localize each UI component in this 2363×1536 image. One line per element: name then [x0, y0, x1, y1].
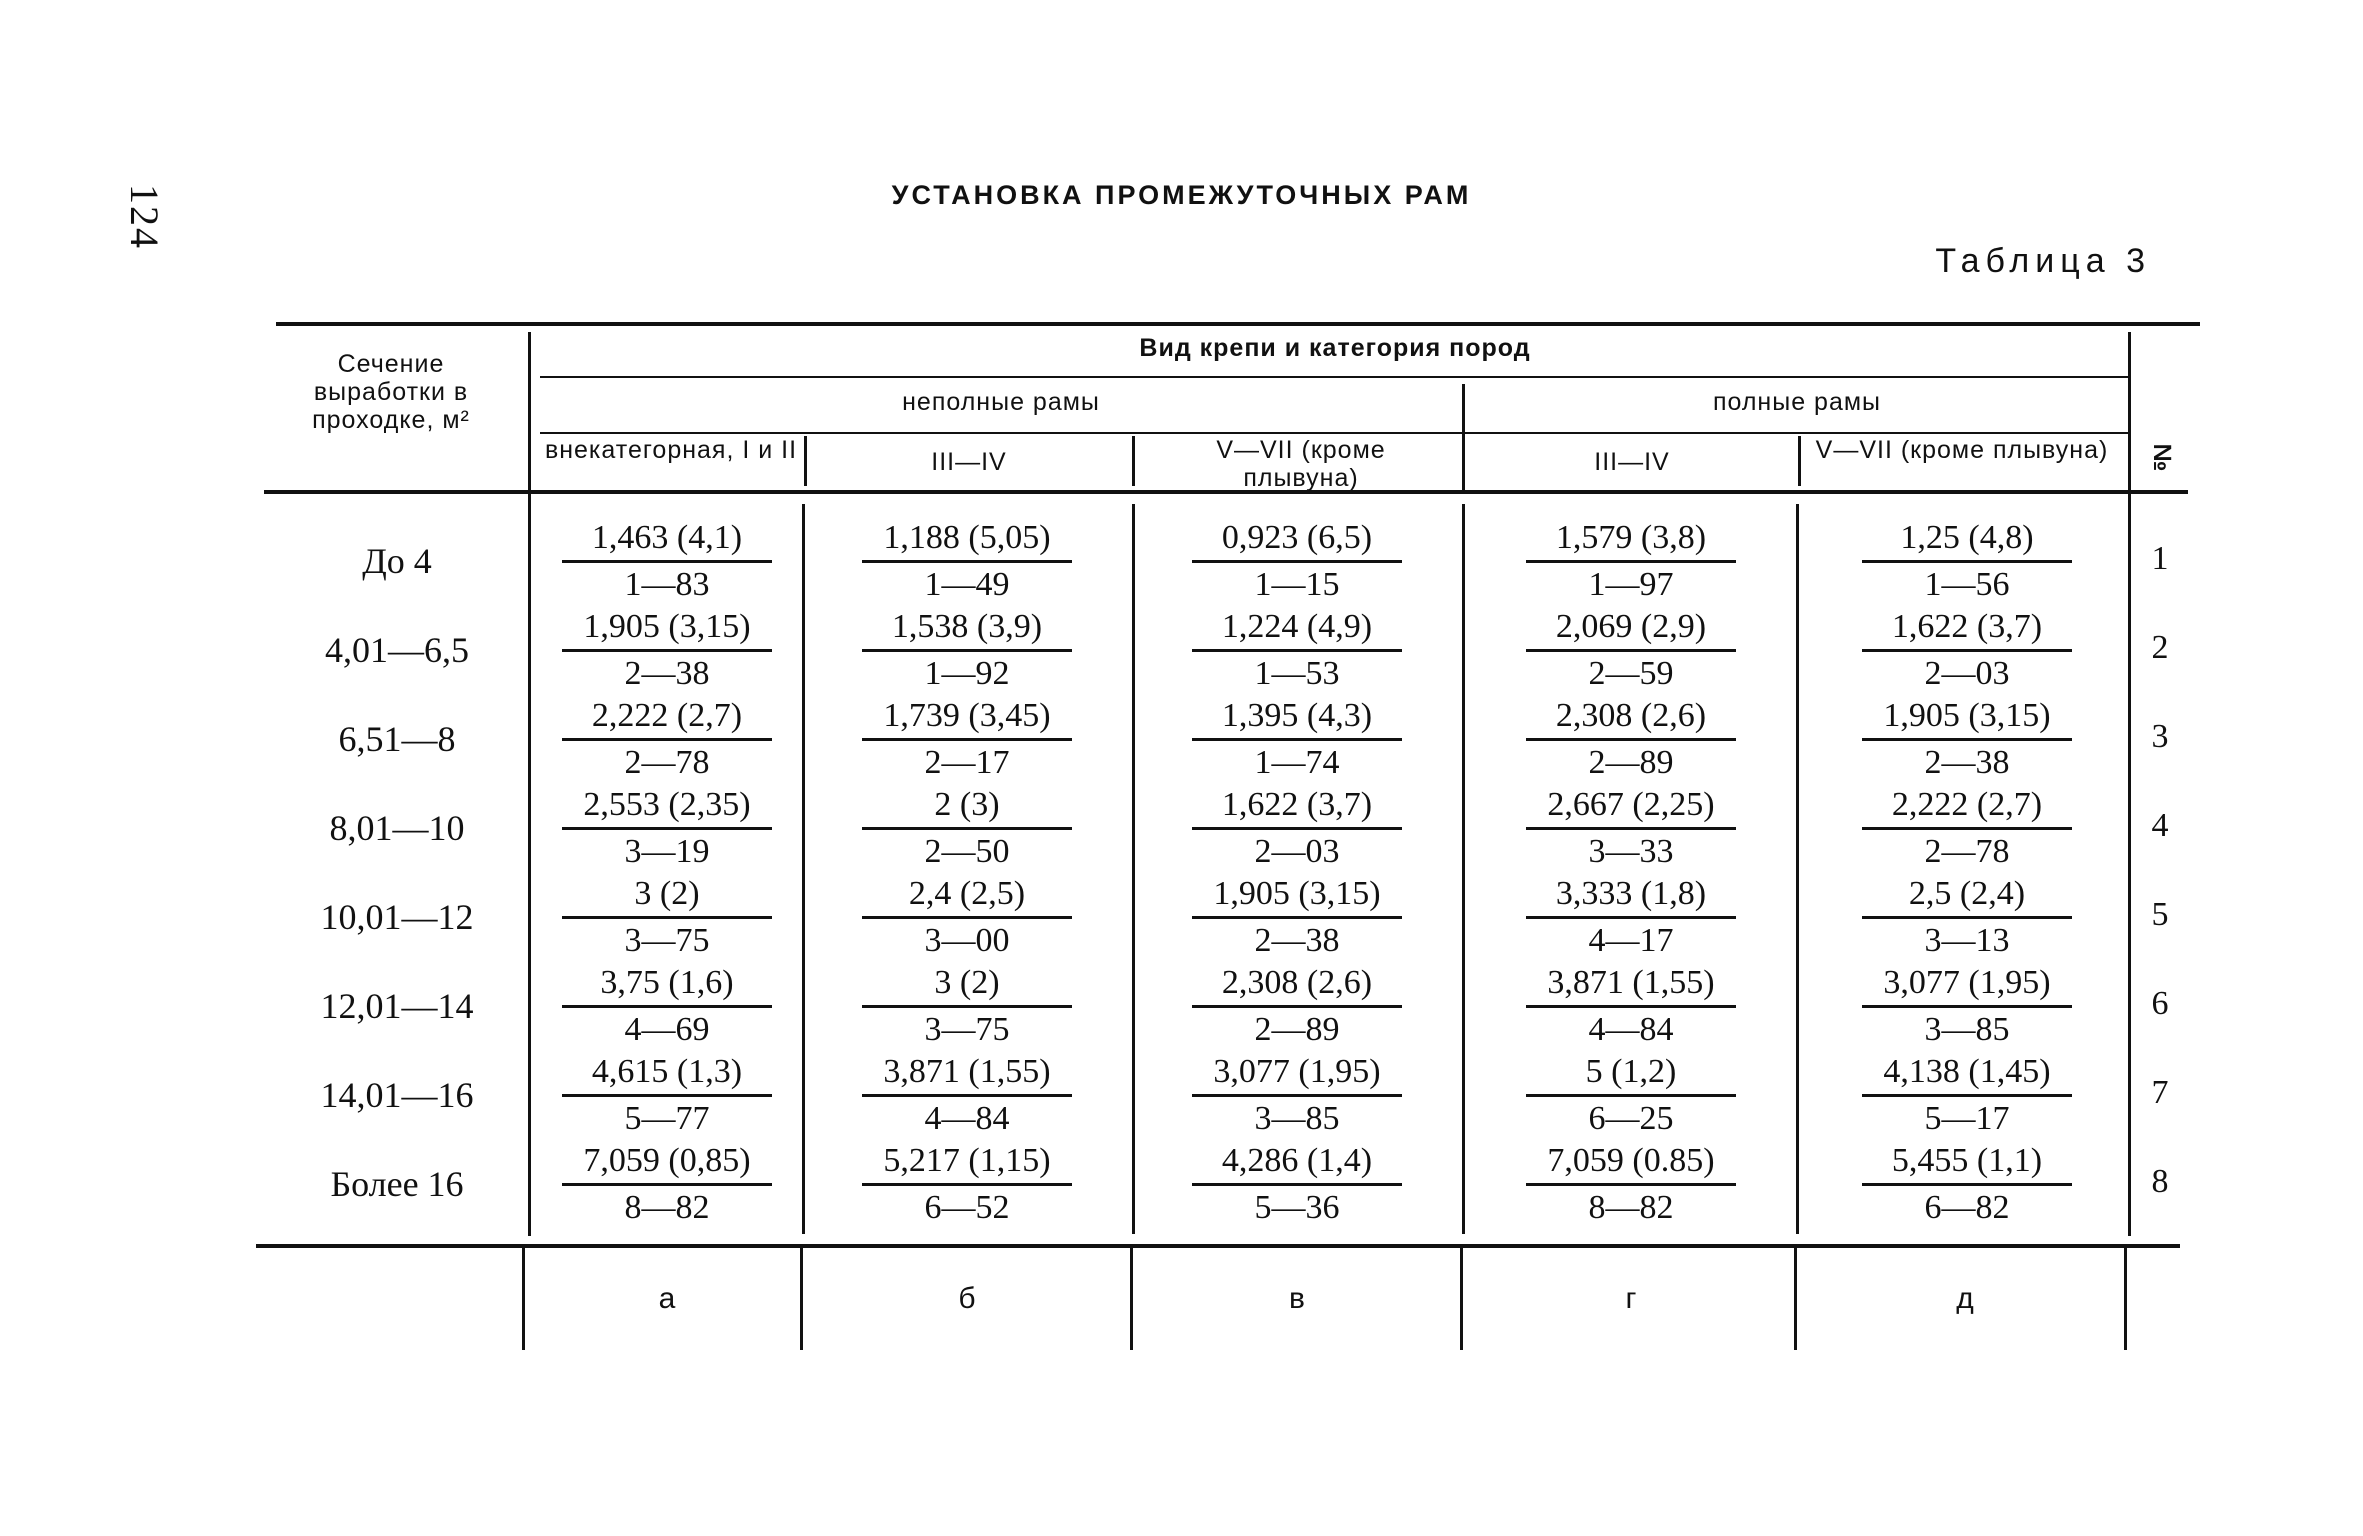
cell-numerator: 2,4 (2,5) — [908, 875, 1026, 912]
cell-numerator: 3,871 (1,55) — [883, 1053, 1051, 1090]
cell-denominator: 5—17 — [1924, 1100, 2010, 1137]
page-number: 124 — [122, 184, 167, 250]
cell-denominator: 1—15 — [1254, 566, 1340, 603]
cell-numerator: 5,455 (1,1) — [1891, 1142, 2043, 1179]
cell-denominator: 2—89 — [1588, 744, 1674, 781]
fraction-cell — [552, 872, 782, 963]
cell-numerator: 1,395 (4,3) — [1221, 697, 1373, 734]
fraction-cell — [852, 783, 1082, 874]
cell-denominator: 1—83 — [624, 566, 710, 603]
cell-denominator: 1—74 — [1254, 744, 1340, 781]
cell-numerator: 2,222 (2,7) — [591, 697, 743, 734]
cell-denominator: 1—92 — [924, 655, 1010, 692]
page-title: УСТАНОВКА ПРОМЕЖУТОЧНЫХ РАМ — [891, 180, 1472, 210]
fraction-cell — [552, 783, 782, 874]
row-section-label: 8,01—10 — [329, 808, 465, 848]
header-full-frames: полные рамы — [1712, 388, 1882, 416]
header-col-e: V—VII (кроме плывуна) — [1815, 436, 2109, 464]
fraction-cell — [1516, 516, 1746, 607]
col-divider-num-body — [2128, 504, 2131, 1234]
cell-denominator: 2—59 — [1588, 655, 1674, 692]
cell-denominator: 2—38 — [624, 655, 710, 692]
row-section-label: 10,01—12 — [320, 897, 474, 937]
cell-denominator: 5—77 — [624, 1100, 710, 1137]
cell-numerator: 5 (1,2) — [1585, 1053, 1677, 1090]
row-number: 4 — [2151, 807, 2169, 844]
cell-denominator: 2—17 — [924, 744, 1010, 781]
cell-denominator: 6—52 — [924, 1189, 1010, 1226]
cell-denominator: 1—97 — [1588, 566, 1674, 603]
cell-numerator: 2,308 (2,6) — [1555, 697, 1707, 734]
fraction-cell — [1182, 1139, 1412, 1230]
fraction-cell — [1516, 1050, 1746, 1141]
cell-denominator: 2—78 — [624, 744, 710, 781]
fraction-cell — [852, 961, 1082, 1052]
column-letter-a: а — [658, 1282, 676, 1315]
col-divider-bc — [1132, 504, 1135, 1234]
footer-divider — [2124, 1248, 2127, 1350]
cell-denominator: 2—78 — [1924, 833, 2010, 870]
column-letter-c: в — [1289, 1282, 1305, 1315]
row-section-label: До 4 — [362, 541, 432, 581]
col-divider-bc-head — [1132, 436, 1135, 486]
cell-numerator: 1,622 (3,7) — [1221, 786, 1373, 823]
header-col-d: III—IV — [1594, 448, 1670, 476]
footer-divider — [1130, 1248, 1133, 1350]
cell-numerator: 4,286 (1,4) — [1221, 1142, 1373, 1179]
row-number: 1 — [2151, 540, 2169, 577]
fraction-cell — [1182, 872, 1412, 963]
footer-divider — [1794, 1248, 1797, 1350]
cell-numerator: 2,667 (2,25) — [1547, 786, 1715, 823]
cell-numerator: 2,222 (2,7) — [1891, 786, 2043, 823]
row-number: 6 — [2151, 985, 2169, 1022]
row-section-label: Более 16 — [330, 1164, 464, 1204]
table-label: Таблица 3 — [1935, 242, 2151, 280]
column-letter-d: г — [1625, 1282, 1637, 1315]
header-section: Сечение выработки в проходке, м² — [312, 350, 470, 434]
fraction-cell — [1516, 961, 1746, 1052]
fraction-cell — [852, 1050, 1082, 1141]
fraction-cell — [1516, 1139, 1746, 1230]
cell-denominator: 3—75 — [624, 922, 710, 959]
cell-denominator: 2—03 — [1254, 833, 1340, 870]
row-section-label: 4,01—6,5 — [325, 630, 469, 670]
cell-denominator: 3—85 — [1924, 1011, 2010, 1048]
cell-numerator: 1,538 (3,9) — [891, 608, 1043, 645]
header-col-c: V—VII (кроме плывуна) — [1216, 436, 1386, 492]
fraction-cell — [1516, 783, 1746, 874]
fraction-cell — [1516, 605, 1746, 696]
fraction-cell — [552, 605, 782, 696]
row-section-label: 6,51—8 — [338, 719, 456, 759]
cell-denominator: 2—38 — [1924, 744, 2010, 781]
cell-denominator: 6—82 — [1924, 1189, 2010, 1226]
cell-numerator: 3 (2) — [634, 875, 700, 912]
table-top-rule — [276, 322, 2200, 326]
col-divider-cd — [1462, 504, 1465, 1234]
col-divider-de-head — [1798, 436, 1801, 486]
fraction-cell — [552, 694, 782, 785]
fraction-cell — [1852, 961, 2082, 1052]
cell-numerator: 1,579 (3,8) — [1555, 519, 1707, 556]
cell-numerator: 1,188 (5,05) — [883, 519, 1051, 556]
column-letter-e: д — [1956, 1282, 1974, 1315]
col-divider-de — [1796, 504, 1799, 1234]
cell-denominator: 2—38 — [1254, 922, 1340, 959]
cell-numerator: 7,059 (0,85) — [583, 1142, 751, 1179]
subgroup-rule — [540, 432, 2130, 434]
fraction-cell — [1852, 1050, 2082, 1141]
fraction-cell — [852, 516, 1082, 607]
header-number: № — [2148, 443, 2176, 473]
fraction-cell — [1852, 516, 2082, 607]
fraction-cell — [1516, 872, 1746, 963]
header-col-a: внекатегорная, I и II — [544, 436, 798, 464]
cell-numerator: 2,069 (2,9) — [1555, 608, 1707, 645]
fraction-cell — [852, 605, 1082, 696]
footer-divider — [1460, 1248, 1463, 1350]
cell-denominator: 3—33 — [1588, 833, 1674, 870]
cell-numerator: 5,217 (1,15) — [883, 1142, 1051, 1179]
cell-denominator: 3—00 — [924, 922, 1010, 959]
cell-numerator: 3,077 (1,95) — [1213, 1053, 1381, 1090]
cell-numerator: 1,905 (3,15) — [1883, 697, 2051, 734]
cell-denominator: 1—53 — [1254, 655, 1340, 692]
cell-numerator: 4,615 (1,3) — [591, 1053, 743, 1090]
cell-denominator: 5—36 — [1254, 1189, 1340, 1226]
cell-numerator: 3 (2) — [934, 964, 1000, 1001]
fraction-cell — [1182, 694, 1412, 785]
cell-denominator: 8—82 — [1588, 1189, 1674, 1226]
col-divider-groups — [1462, 384, 1465, 490]
fraction-cell — [552, 516, 782, 607]
group-rule — [540, 376, 2130, 378]
cell-denominator: 4—69 — [624, 1011, 710, 1048]
footer-divider — [522, 1248, 525, 1350]
fraction-cell — [1182, 783, 1412, 874]
fraction-cell — [852, 1139, 1082, 1230]
row-section-label: 14,01—16 — [320, 1075, 474, 1115]
fraction-cell — [552, 1139, 782, 1230]
body-bottom-rule — [256, 1244, 2180, 1248]
row-number: 7 — [2151, 1074, 2169, 1111]
col-divider-ab — [802, 504, 805, 1234]
cell-numerator: 3,75 (1,6) — [600, 964, 734, 1001]
fraction-cell — [1182, 1050, 1412, 1141]
fraction-cell — [1852, 605, 2082, 696]
cell-denominator: 3—85 — [1254, 1100, 1340, 1137]
cell-numerator: 2 (3) — [934, 786, 1000, 823]
cell-numerator: 1,622 (3,7) — [1891, 608, 2043, 645]
cell-numerator: 3,077 (1,95) — [1883, 964, 2051, 1001]
column-letter-b: б — [958, 1282, 976, 1315]
header-col-b: III—IV — [931, 448, 1007, 476]
cell-denominator: 2—50 — [924, 833, 1010, 870]
fraction-cell — [1852, 783, 2082, 874]
cell-denominator: 1—49 — [924, 566, 1010, 603]
fraction-cell — [852, 694, 1082, 785]
fraction-cell — [552, 961, 782, 1052]
row-number: 2 — [2151, 629, 2169, 666]
cell-denominator: 3—75 — [924, 1011, 1010, 1048]
fraction-cell — [1852, 872, 2082, 963]
cell-numerator: 3,871 (1,55) — [1547, 964, 1715, 1001]
cell-denominator: 3—13 — [1924, 922, 2010, 959]
cell-numerator: 1,739 (3,45) — [883, 697, 1051, 734]
fraction-cell — [552, 1050, 782, 1141]
cell-denominator: 6—25 — [1588, 1100, 1674, 1137]
fraction-cell — [1182, 605, 1412, 696]
cell-numerator: 7,059 (0.85) — [1547, 1142, 1715, 1179]
row-number: 3 — [2151, 718, 2169, 755]
cell-numerator: 0,923 (6,5) — [1221, 519, 1373, 556]
fraction-cell — [1182, 516, 1412, 607]
cell-numerator: 2,553 (2,35) — [583, 786, 751, 823]
cell-denominator: 3—19 — [624, 833, 710, 870]
cell-denominator: 2—03 — [1924, 655, 2010, 692]
fraction-cell — [1852, 1139, 2082, 1230]
cell-denominator: 4—17 — [1588, 922, 1674, 959]
header-group-title: Вид крепи и категория пород — [1139, 334, 1531, 362]
cell-numerator: 2,5 (2,4) — [1908, 875, 2026, 912]
footer-divider — [800, 1248, 803, 1350]
cell-numerator: 3,333 (1,8) — [1555, 875, 1707, 912]
cell-numerator: 1,224 (4,9) — [1221, 608, 1373, 645]
cell-denominator: 2—89 — [1254, 1011, 1340, 1048]
row-number: 5 — [2151, 896, 2169, 933]
row-section-label: 12,01—14 — [320, 986, 474, 1026]
fraction-cell — [1852, 694, 2082, 785]
cell-numerator: 1,905 (3,15) — [1213, 875, 1381, 912]
cell-numerator: 1,25 (4,8) — [1900, 519, 2034, 556]
fraction-cell — [1516, 694, 1746, 785]
cell-denominator: 4—84 — [924, 1100, 1010, 1137]
fraction-cell — [852, 872, 1082, 963]
cell-numerator: 4,138 (1,45) — [1883, 1053, 2051, 1090]
cell-denominator: 4—84 — [1588, 1011, 1674, 1048]
cell-numerator: 1,463 (4,1) — [591, 519, 743, 556]
cell-numerator: 1,905 (3,15) — [583, 608, 751, 645]
row-number: 8 — [2151, 1163, 2169, 1200]
header-partial-frames: неполные рамы — [902, 388, 1100, 416]
fraction-cell — [1182, 961, 1412, 1052]
cell-denominator: 1—56 — [1924, 566, 2010, 603]
cell-denominator: 8—82 — [624, 1189, 710, 1226]
cell-numerator: 2,308 (2,6) — [1221, 964, 1373, 1001]
